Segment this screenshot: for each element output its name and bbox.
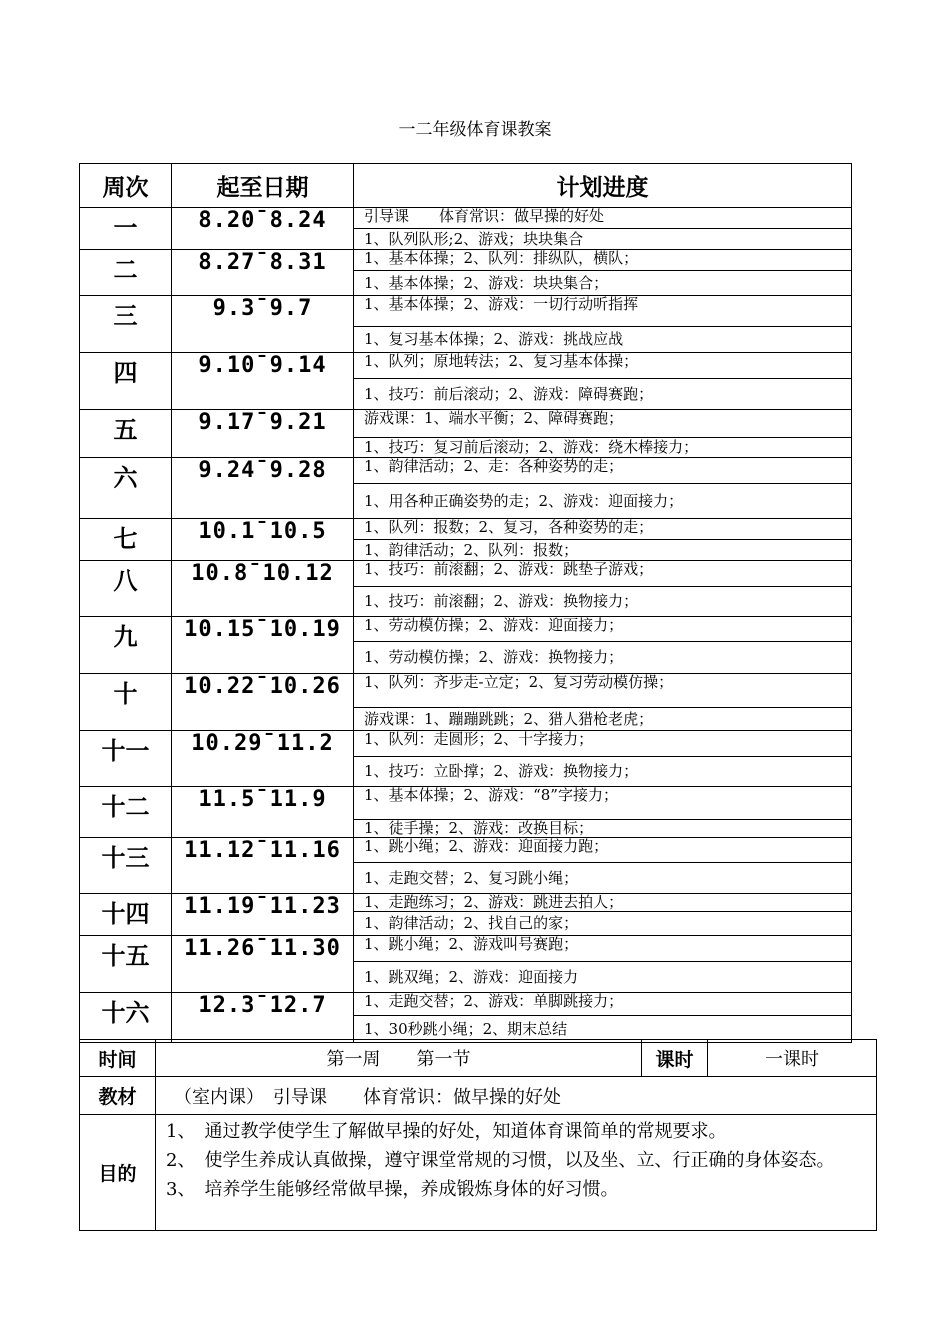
period-label: 课时	[642, 1040, 708, 1077]
plan-row	[80, 250, 852, 296]
plan-row	[80, 458, 852, 519]
plan-dates-cell: 9.10¯9.14	[172, 353, 354, 410]
plan-week-cell: 三	[80, 296, 172, 353]
plan-dates-cell: 11.12¯11.16	[172, 838, 354, 894]
plan-dates-cell: 10.1¯10.5	[172, 519, 354, 561]
plan-body	[80, 208, 852, 1043]
period-value: 一课时	[708, 1040, 877, 1077]
lesson-time-row	[80, 1040, 877, 1077]
lesson-detail-table	[79, 1039, 877, 1231]
plan-progress-cell	[354, 993, 852, 1043]
plan-row	[80, 894, 852, 936]
progress-line-1: 1、队列；原地转法；2、复习基本体操；	[354, 353, 851, 379]
progress-line-1: 1、基本体操；2、队列：排纵队，横队；	[354, 250, 851, 271]
lesson-material-row	[80, 1077, 877, 1115]
progress-line-1: 1、跳小绳；2、游戏：迎面接力跑；	[354, 838, 851, 863]
progress-line-1: 引导课 体育常识：做早操的好处	[354, 208, 851, 229]
plan-dates-cell: 11.26¯11.30	[172, 936, 354, 993]
plan-dates-cell: 11.5¯11.9	[172, 787, 354, 838]
plan-dates-cell: 9.24¯9.28	[172, 458, 354, 519]
plan-progress-cell	[354, 296, 852, 353]
progress-line-2: 1、复习基本体操；2、游戏：挑战应战	[364, 330, 624, 348]
material-label: 教材	[80, 1077, 156, 1115]
header-dates: 起至日期	[172, 164, 354, 208]
progress-line-1: 1、劳动模仿操；2、游戏：迎面接力；	[354, 617, 851, 642]
plan-dates-cell: 9.17¯9.21	[172, 410, 354, 458]
plan-week-cell: 一	[80, 208, 172, 250]
progress-line-1: 1、队列：报数；2、复习，各种姿势的走；	[354, 519, 851, 540]
plan-progress-cell	[354, 410, 852, 458]
document-title: 一二年级体育课教案	[398, 120, 552, 140]
progress-line-2: 1、队列队形;2、游戏；块块集合	[364, 230, 584, 248]
plan-dates-cell: 10.15¯10.19	[172, 617, 354, 674]
progress-line-1: 1、队列：齐步走-立定；2、复习劳动模仿操；	[354, 674, 851, 708]
plan-week-cell: 十四	[80, 894, 172, 936]
plan-progress-cell	[354, 208, 852, 250]
plan-dates-cell: 10.29¯11.2	[172, 731, 354, 787]
plan-week-cell: 十一	[80, 731, 172, 787]
goal-list	[156, 1115, 877, 1231]
plan-dates-cell: 12.3¯12.7	[172, 993, 354, 1043]
goal-label: 目的	[80, 1115, 156, 1231]
plan-progress-cell	[354, 731, 852, 787]
progress-line-1: 1、走跑练习；2、游戏：跳进去拍人；	[354, 894, 851, 912]
plan-dates-cell: 11.19¯11.23	[172, 894, 354, 936]
progress-line-2: 1、跳双绳；2、游戏：迎面接力	[364, 968, 579, 986]
plan-week-cell: 十六	[80, 993, 172, 1043]
time-value: 第一周 第一节	[156, 1040, 642, 1077]
plan-progress-cell	[354, 353, 852, 410]
time-label: 时间	[80, 1040, 156, 1077]
plan-progress-cell	[354, 894, 852, 936]
progress-line-1: 游戏课：1、端水平衡；2、障碍赛跑；	[354, 410, 851, 438]
plan-progress-cell	[354, 936, 852, 993]
plan-progress-cell	[354, 250, 852, 296]
progress-line-2: 1、30秒跳小绳；2、期末总结	[364, 1020, 568, 1038]
plan-week-cell: 五	[80, 410, 172, 458]
plan-progress-cell	[354, 674, 852, 731]
plan-row	[80, 617, 852, 674]
plan-row	[80, 561, 852, 617]
progress-line-2: 1、技巧：前滚翻；2、游戏：换物接力；	[364, 592, 639, 610]
plan-week-cell: 九	[80, 617, 172, 674]
plan-row	[80, 208, 852, 250]
lesson-goal-row	[80, 1115, 877, 1231]
plan-progress-cell	[354, 561, 852, 617]
progress-line-1: 1、跳小绳；2、游戏叫号赛跑；	[354, 936, 851, 962]
plan-progress-cell	[354, 458, 852, 519]
progress-line-2: 1、技巧：前后滚动；2、游戏：障碍赛跑；	[364, 385, 654, 403]
plan-week-cell: 十五	[80, 936, 172, 993]
plan-week-cell: 十	[80, 674, 172, 731]
plan-week-cell: 十三	[80, 838, 172, 894]
plan-row	[80, 993, 852, 1043]
plan-week-cell: 七	[80, 519, 172, 561]
progress-line-2: 1、技巧：立卧撑；2、游戏：换物接力；	[364, 762, 639, 780]
progress-line-2: 1、韵律活动；2、找自己的家；	[364, 914, 579, 932]
plan-dates-cell: 8.20¯8.24	[172, 208, 354, 250]
plan-row	[80, 936, 852, 993]
plan-row	[80, 838, 852, 894]
plan-week-cell: 八	[80, 561, 172, 617]
plan-dates-cell: 9.3¯9.7	[172, 296, 354, 353]
plan-week-cell: 六	[80, 458, 172, 519]
progress-line-2: 1、劳动模仿操；2、游戏：换物接力；	[364, 648, 624, 666]
plan-progress-cell	[354, 617, 852, 674]
progress-line-2: 1、韵律活动；2、队列：报数；	[364, 541, 579, 559]
plan-dates-cell: 10.22¯10.26	[172, 674, 354, 731]
teaching-plan-table	[79, 163, 852, 1043]
progress-line-2: 游戏课：1、蹦蹦跳跳；2、猎人猎枪老虎；	[364, 710, 654, 728]
plan-progress-cell	[354, 787, 852, 838]
plan-week-cell: 四	[80, 353, 172, 410]
plan-progress-cell	[354, 838, 852, 894]
plan-header-row	[80, 164, 852, 208]
plan-dates-cell: 10.8¯10.12	[172, 561, 354, 617]
goal-item: 2、 使学生养成认真做操，遵守课堂常规的习惯，以及坐、立、行正确的身体姿态。	[166, 1150, 835, 1171]
progress-line-2: 1、基本体操；2、游戏：块块集合；	[364, 274, 609, 292]
plan-row	[80, 731, 852, 787]
header-progress: 计划进度	[354, 164, 852, 208]
progress-line-1: 1、走跑交替；2、游戏：单脚跳接力；	[354, 993, 851, 1016]
progress-line-1: 1、基本体操；2、游戏：“8”字接力；	[354, 787, 851, 820]
progress-line-1: 1、队列：走圆形；2、十字接力；	[354, 731, 851, 757]
plan-dates-cell: 8.27¯8.31	[172, 250, 354, 296]
goal-item: 1、 通过教学使学生了解做早操的好处，知道体育课简单的常规要求。	[166, 1121, 727, 1142]
progress-line-2: 1、徒手操；2、游戏：改换目标；	[364, 820, 594, 837]
progress-line-2: 1、技巧：复习前后滚动；2、游戏：绕木棒接力；	[364, 438, 699, 456]
plan-row	[80, 410, 852, 458]
goal-item: 3、 培养学生能够经常做早操，养成锻炼身体的好习惯。	[166, 1179, 619, 1200]
plan-row	[80, 296, 852, 353]
material-value: （室内课） 引导课 体育常识：做早操的好处	[156, 1077, 877, 1115]
plan-row	[80, 674, 852, 731]
progress-line-1: 1、基本体操；2、游戏：一切行动听指挥	[354, 296, 851, 327]
progress-line-2: 1、用各种正确姿势的走；2、游戏：迎面接力；	[364, 492, 684, 510]
progress-line-2: 1、走跑交替；2、复习跳小绳；	[364, 869, 579, 887]
plan-row	[80, 519, 852, 561]
plan-row	[80, 787, 852, 838]
plan-row	[80, 353, 852, 410]
header-week: 周次	[80, 164, 172, 208]
plan-progress-cell	[354, 519, 852, 561]
progress-line-1: 1、韵律活动；2、走：各种姿势的走；	[354, 458, 851, 484]
plan-week-cell: 二	[80, 250, 172, 296]
plan-week-cell: 十二	[80, 787, 172, 838]
progress-line-1: 1、技巧：前滚翻；2、游戏：跳垫子游戏；	[354, 561, 851, 587]
